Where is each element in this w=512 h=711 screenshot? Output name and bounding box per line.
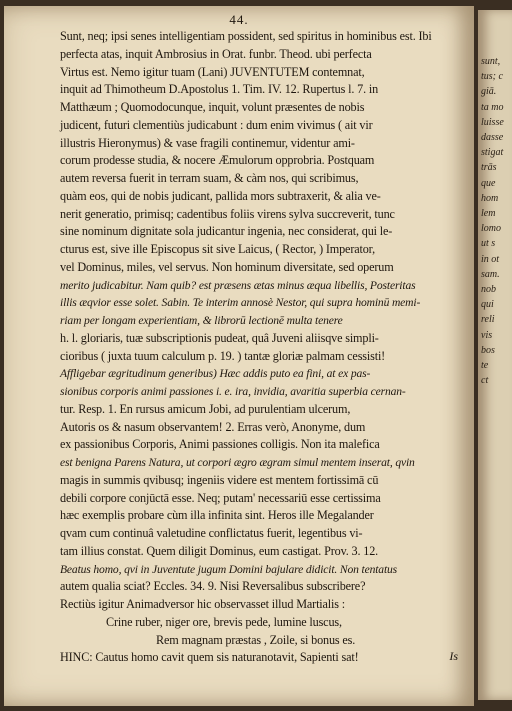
facing-page-line: sam. [481, 268, 500, 280]
facing-page-line: trās [481, 162, 497, 174]
page-number: 44. [229, 12, 249, 27]
facing-page-line: vis [481, 329, 493, 341]
facing-page-line: lomo [481, 223, 501, 235]
text-line: Sunt, neq; ipsi senes intelligentiam possident, sed spiritus in hominibus est. Ibi [60, 29, 432, 43]
facing-page-edge [478, 10, 512, 700]
facing-page-line: in ot [481, 253, 500, 265]
text-line: tam illius constat. Quem diligit Dominus, eum castigat. Prov. 3. 12. [60, 543, 379, 558]
text-line: tur. Resp. 1. En rursus amicum Jobi, ad purulentiam ulcerum, [60, 401, 351, 416]
text-line: ex passionibus Corporis, Animi passiones colligis. Non ita malefica [60, 437, 380, 452]
text-line: Beatus homo, qvi in Juventute jugum Domini bajulare didicit. Non tentatus [60, 562, 398, 576]
text-line: illustris Hieronymus) & vase fragili continemur, videntur ami- [60, 135, 355, 150]
text-line: autem qualia sciat? Eccles. 34. 9. Nisi Reversalibus subscribere? [60, 579, 366, 594]
catchword: Is [449, 649, 458, 663]
book-page [4, 6, 474, 706]
text-line: debili corpore conjūctā esse. Neq; putam' necessariū esse certissima [60, 490, 381, 505]
facing-page-line: sunt, [481, 56, 501, 67]
text-line: nerit generatio, primisq; cadentibus foliis virens sylva succreverit, tunc [60, 206, 395, 221]
text-line: illis æqvior esse solet. Sabin. Te interim annosè Nestor, qui supra hominū memi- [60, 296, 421, 310]
facing-page-line: ut s [481, 238, 496, 250]
text-line: est benigna Parens Natura, ut corpori ægro ægram simul mentem inserat, qvin [60, 456, 415, 469]
text-line: judicent, futuri clementiùs judicabunt : dum enim vivimus ( ait vir [60, 117, 373, 132]
text-line: sionibus corporis animi passiones i. e. ira, invidia, avaritia superbia cernan- [60, 385, 406, 398]
text-line: Matthæum ; Quomodocunque, inquit, volunt præsentes de nobis [60, 100, 365, 114]
text-line: sine nominum dignitate sola judicantur ingenia, nec considerat, qui le- [60, 224, 393, 239]
text-line: hæc exemplis probare cùm illa infinita sint. Heros ille Megalander [60, 508, 374, 523]
facing-page-line: giā. [481, 86, 497, 98]
text-line: h. l. gloriaris, tuæ subscriptionis pudeat, quâ Juveni aliisqve simpli- [60, 330, 379, 345]
text-line: Autoris os & nasum observantem! 2. Erras verò, Anonyme, dum [60, 419, 366, 434]
verse-line: Crine ruber, niger ore, brevis pede, lumine luscus, [106, 614, 342, 629]
text-line: HINC: Cautus homo cavit quem sis naturanotavit, Sapienti sat! [60, 650, 359, 665]
facing-page-line: nob [481, 284, 496, 296]
text-line: merito judicabitur. Nam quib? est præsens ætas minus æqua libellis, Posteritas [60, 278, 416, 292]
facing-page-line: que [481, 177, 496, 189]
facing-page-line: ct [481, 375, 489, 387]
page-text [60, 28, 468, 667]
text-line: cturus est, sive ille Episcopus sit sive Laicus, ( Rector, ) Imperator, [60, 242, 375, 256]
facing-page-line: bos [481, 344, 495, 356]
text-line: qvam cum continuâ valetudine conflictatus fuerit, legentibus vi- [60, 526, 363, 540]
text-line: vel Dominus, miles, vel servus. Non hominum diversitate, sed operum [60, 259, 394, 274]
text-line: Affligebar ægritudinum generibus) Hæc addis puto ea fini, at ex pas- [60, 367, 371, 381]
facing-page-line: luisse [481, 116, 504, 128]
text-line: cioribus ( juxta tuum calculum p. 19. ) tantæ gloriæ palmam cessisti! [60, 348, 386, 363]
facing-page-line: dasse [481, 132, 504, 144]
text-line: quàm eos, qui de nobis judicant, pallida mors subtraxerit, & alia ve- [60, 188, 381, 203]
text-line: perfecta atas, inquit Ambrosius in Orat. funbr. Theod. ubi perfecta [60, 46, 372, 61]
text-line: autem reversa fuerit in terram suam, & càm nos, qui scribimus, [60, 171, 359, 185]
facing-page-line: qui [481, 299, 494, 311]
facing-page-line: lem [481, 208, 496, 220]
facing-page-line: te [481, 360, 489, 372]
text-line: inquit ad Thimotheum D.Apostolus 1. Tim. IV. 12. Rupertus l. 7. in [60, 82, 379, 97]
verse-line: Rem magnam præstas , Zoile, si bonus es. [156, 632, 356, 647]
facing-page-line: ta mo [481, 101, 504, 113]
facing-page-line: stigat [481, 147, 504, 159]
text-line: riam per longam experientiam, & librorū lectionē multa tenere [60, 314, 343, 327]
text-line: magis in summis qvibusq; ingeniis videre est mentem fortissimā cū [60, 472, 379, 487]
text-line: Virtus est. Nemo igitur tuam (Lani) JUVENTUTEM contemnat, [60, 64, 365, 79]
facing-page-line: tus; c [481, 71, 503, 83]
text-line: corum prodesse studia, & nocere Æmulorum opprobria. Postquam [60, 153, 375, 168]
facing-page-line: reli [481, 314, 495, 326]
text-line: Rectiùs igitur Animadversor hic observasset illud Martialis : [60, 597, 345, 611]
facing-page-line: hom [481, 192, 499, 204]
